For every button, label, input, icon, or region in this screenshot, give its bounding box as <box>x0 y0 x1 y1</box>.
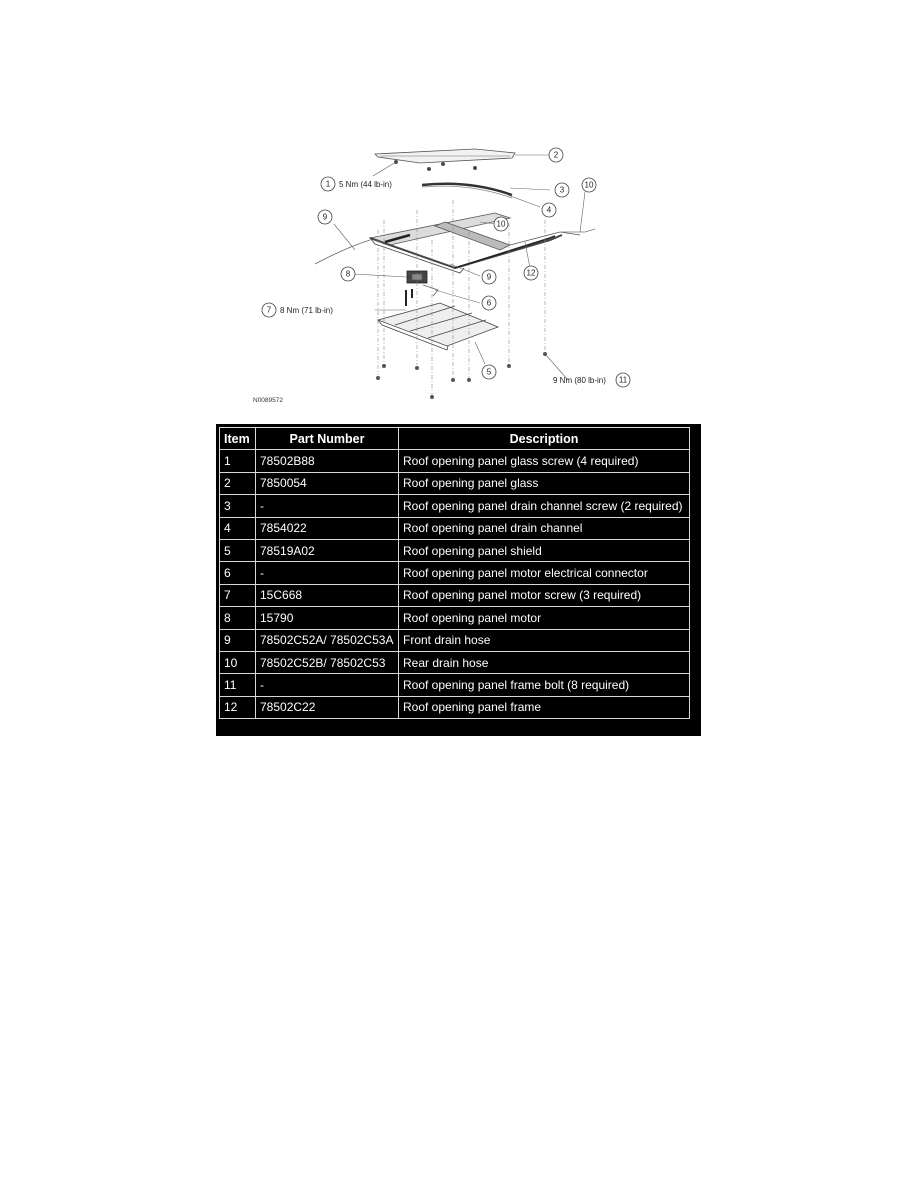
cell-part-number: 78502C22 <box>256 696 399 718</box>
cell-part-number: 15C668 <box>256 584 399 606</box>
cell-item: 4 <box>220 517 256 539</box>
callout-11-torque: 9 Nm (80 lb-in) <box>553 376 606 385</box>
cell-description: Roof opening panel motor <box>399 607 690 629</box>
table-row <box>220 450 690 472</box>
cell-part-number: - <box>256 562 399 584</box>
cell-item: 2 <box>220 472 256 494</box>
header-item: Item <box>220 428 256 450</box>
table-row <box>220 607 690 629</box>
table-row <box>220 584 690 606</box>
callout-2: 2 <box>553 150 559 160</box>
cell-item: 9 <box>220 629 256 651</box>
callout-6: 6 <box>486 298 492 308</box>
cell-description: Roof opening panel glass screw (4 required) <box>399 450 690 472</box>
callout-11: 11 <box>618 375 628 385</box>
cell-description: Roof opening panel shield <box>399 539 690 561</box>
cell-part-number: 7850054 <box>256 472 399 494</box>
cell-part-number: 78502B88 <box>256 450 399 472</box>
cell-item: 7 <box>220 584 256 606</box>
cell-item: 6 <box>220 562 256 584</box>
parts-table-container <box>216 424 701 736</box>
table-row <box>220 472 690 494</box>
callout-4: 4 <box>546 205 552 215</box>
exploded-view-diagram <box>250 140 650 410</box>
callout-7: 7 <box>266 305 272 315</box>
table-row <box>220 495 690 517</box>
cell-description: Rear drain hose <box>399 651 690 673</box>
cell-part-number: - <box>256 495 399 517</box>
callout-9-left: 9 <box>322 212 328 222</box>
callout-10-right: 10 <box>584 180 594 190</box>
cell-description: Roof opening panel frame <box>399 696 690 718</box>
cell-part-number: 78519A02 <box>256 539 399 561</box>
table-row <box>220 651 690 673</box>
parts-table <box>219 427 690 719</box>
cell-description: Roof opening panel drain channel screw (2 required) <box>399 495 690 517</box>
figure-id: N0089572 <box>253 397 283 404</box>
callout-3: 3 <box>559 185 565 195</box>
table-row <box>220 674 690 696</box>
cell-item: 5 <box>220 539 256 561</box>
cell-part-number: 78502C52B/ 78502C53 <box>256 651 399 673</box>
cell-item: 11 <box>220 674 256 696</box>
cell-description: Roof opening panel motor electrical connector <box>399 562 690 584</box>
table-row <box>220 517 690 539</box>
cell-item: 3 <box>220 495 256 517</box>
table-row <box>220 696 690 718</box>
cell-part-number: 78502C52A/ 78502C53A <box>256 629 399 651</box>
cell-description: Roof opening panel glass <box>399 472 690 494</box>
table-row <box>220 562 690 584</box>
cell-item: 8 <box>220 607 256 629</box>
callout-8: 8 <box>345 269 351 279</box>
cell-description: Front drain hose <box>399 629 690 651</box>
callout-5: 5 <box>486 367 492 377</box>
cell-item: 12 <box>220 696 256 718</box>
cell-description: Roof opening panel motor screw (3 required) <box>399 584 690 606</box>
cell-item: 1 <box>220 450 256 472</box>
callout-9-center: 9 <box>486 272 492 282</box>
table-header-row <box>220 428 690 450</box>
cell-item: 10 <box>220 651 256 673</box>
cell-description: Roof opening panel drain channel <box>399 517 690 539</box>
header-description: Description <box>399 428 690 450</box>
callout-12: 12 <box>526 268 536 278</box>
cell-part-number: 7854022 <box>256 517 399 539</box>
roof-panel-illustration <box>250 140 650 410</box>
callout-10-center: 10 <box>496 219 506 229</box>
table-row <box>220 629 690 651</box>
header-part-number: Part Number <box>256 428 399 450</box>
cell-part-number: 15790 <box>256 607 399 629</box>
callout-7-torque: 8 Nm (71 lb-in) <box>280 306 333 315</box>
cell-description: Roof opening panel frame bolt (8 required) <box>399 674 690 696</box>
cell-part-number: - <box>256 674 399 696</box>
callout-1: 1 <box>325 179 331 189</box>
table-row <box>220 539 690 561</box>
callout-1-torque: 5 Nm (44 lb-in) <box>339 180 392 189</box>
